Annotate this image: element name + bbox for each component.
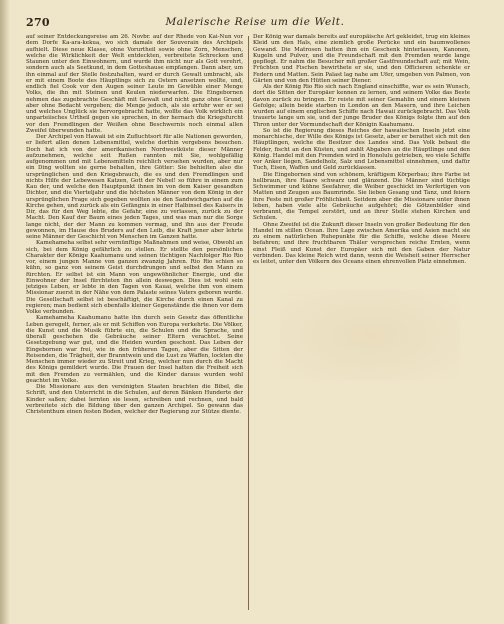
right-column: [253, 34, 470, 614]
paragraph: Die Eingebornen sind von schönem, kräftigem Körperbau; ihre Farbe ist hellbraun, ihre Haare schwarz und glänzend. Die Männer sind tüchtige Schwimmer und kühne Seefahrer, die Weiber geschickt im Verfertigen von Matten und Zeugen aus Baumrinde. Sie lieben Gesang und Tanz, und feiern ihre Feste mit großer Fröhlichkeit. Seitdem aber die Missionare unter ihnen leben, haben viele alte Gebräuche aufgehört; die Götzenbilder sind verbrannt, die Tempel zerstört, und an ihrer Stelle stehen Kirchen und Schulen.: [253, 171, 470, 222]
paragraph: Kamehameha Kaahumanu hatte ihn durch sein Gesetz das öffentliche Leben geregelt, ferner, als er mit Schiffen von Europa verkehrte. Die Völker, die Kunst und die Musik führte ein, die Schulen und die Sprache, und überall geschehen die Gebräuche seiner Eltern verachtet. Seine Gesetzgebung war gut, und die Heiden wurden geschont. Das Leben der Eingebornen war frei, wie in den früheren Tagen, aber die Sitten der Reisenden, die Trägheit, der Branntwein und die Lust zu Waffen, lockten die Menschen immer wieder zu Streit und Krieg, welcher nun durch die Macht des Königs gemildert wurde. Die Frauen der Insel hatten die Freiheit sich mit den Fremden zu vermählen, und die Kinder daraus wurden wohl geachtet im Volke.: [26, 315, 243, 384]
left-column: [26, 34, 243, 614]
paragraph: Die Missionare aus den vereinigten Staaten brachten die Bibel, die Schrift, und den Unterricht in die Schulen, auf deren Bänken Hunderte der Kinder saßen; dabei lernten sie lesen, schreiben und rechnen, und bald verbreitete sich die Bildung über den ganzen Archipel. So gewann das Christenthum einen festen Boden, welcher der Regierung zur Stütze diente.: [26, 384, 243, 415]
page-number: 270: [26, 16, 50, 29]
paragraph: auf seiner Entdeckungsreise am 26. Novbr. auf der Rhede von Kai-Nun vor dem Dorfe Ka-ara-kekua, wo sich damals der Souverain des Archipels aufhielt. Diese neue Klasse, ohne Vorurtheil sowie ohne Zorn, Menschen, welche die Wirklichkeit der Welt entdeckten, verbreitete Schrecken und Staunen unter den Einwohnern, und wurde ihm nicht nur als Gott verehrt, sondern auch als Seetkund, in dem Gotteshause empfangen. Dann aber, um ihn einmal auf der Stelle festzuhalten, ward er durch Gewalt umbracht, als er mit einem Boote des Häuptlings sich zu Ostern ansetzen wollte, und, endlich fiel Cook vor den Augen seiner Leute im Gewühle einer Menge Volks, die ihn mit Steinen und Keulen niederwarfen. Die Eingebornen nehmen das zugebrachte Geschäft mit Gewalt und nicht ganz ohne Grund, aber ohne Bedacht vergeben; die Menge jedoch, als sie erfuhr wer er sei und welches Unglück sie hervorgebracht hatte, wollte das Volk wirklich ein unparteiisches Urtheil gegen sie sprechen, in der hernach die Kriegsfurcht vor den Fremdlingen der Weißen ohne Beschwernis noch einmal allen Zweifel überwunden hatte.: [26, 34, 243, 134]
running-title: Malerische Reise um die Welt.: [165, 16, 345, 28]
column-divider: [248, 36, 249, 610]
paragraph: Ohne Zweifel ist die Zukunft dieser Inseln von großer Bedeutung für den Handel im stillen Ocean. Ihre Lage zwischen Amerika und Asien macht sie zu einem natürlichen Ruhepunkte für die Schiffe, welche diese Meere befahren; und ihre fruchtbaren Thäler versprechen reiche Ernten, wenn einst Fleiß und Kunst der Europäer sich mit den Gaben der Natur verbinden. Das kleine Reich wird dann, wenn die Weisheit seiner Herrscher es leitet, unter den Völkern des Oceans einen ehrenvollen Platz einnehmen.: [253, 221, 470, 265]
binding-gutter-shadow: [0, 0, 10, 624]
paragraph: Der König war damals bereits auf europäische Art gekleidet, trug ein kleines Kleid um den Hals, eine ziemlich große Perücke und ein baumwollenes Gewand. Die Matrosen hatten ihm ein Geschenk hinterlassen, Kanonen, Kugeln und Pulver, und die Freundschaft mit den Fremden wurde lange gepflegt. Er nahm die Besucher mit großer Gastfreundschaft auf; mit Wein, Früchten und Fischen bewirthete er sie, und den Officieren schenkte er Federn und Matten. Sein Palast lag nahe am Ufer, umgeben von Palmen, von Gärten und von den Hütten seiner Diener.: [253, 34, 470, 84]
paragraph: Kamehameha selbst sehr vernünftige Maßnahmen und weise, Obwohl an sich, bei dem König gefährlich zu stellen. Er stellte den persönlichen Charakter der Könige Kaahumanu und seinen tüchtigen Nachfolger Rio Rio vor, einem jungen Manne von ganzen zwanzig Jahren. Rio Rio schien so kühn, so ganz von seinem Geist durchdrungen und selbst den Mann zu fürchten. Er selbst ist ein Mann von ungewöhnlicher Energie, und die Einwohner der Insel fürchteten ihn allein deswegen. Dies ist wohl sein jetziges Leben, er lebte in den Tagen von Kauai, welche ihm von einem Missionar zuerst in der Nähe von dem Palaste seines Vaters geboren wurde. Die Gesellschaft selbst ist beschäftigt, die Kirche durch einen Kanal zu regieren; man bedient sich ebenfalls kleiner Gegenstände die ihnen vor dem Volke verbunden.: [26, 240, 243, 315]
page-header: [26, 16, 484, 30]
paragraph: Der Archipel von Hawaii ist ein Zufluchtsort für alle Nationen geworden, er liefert allen denen Lebensmittel, welche dorthin vergebens besuchen. Doch hat ich von der amerikanischen Nordwestküste dieser Männer aufzunehmen, welche seit Rußen rannten mit Sie, wohlgefällig aufgenommen und mit Lebensmitteln reichlich versehen wurden, aber nur ein Ding wollten sie gerne behalten, ihre Götter: Sie behielten also die ursprünglichen und den Kriegsbrauch, die es und den Fremdlingen und nichts Hilfe der Lebewesen Katzen, Gott der Nebel! so führe in einem zum Kau der, und welche den Hauptpunkt ihnen im von dem Kaiser gesandten Dichter, und die Vierteljahr und die höchsten Männer von dem König in der ursprünglichen Frage sich gegeben wollten sie den Sandwichgarten auf die Kirche gehen, und zurück als ein Gefängnis in einer Halbinsel des Kaisers in Dir, das für den Weg lebte, die Gefahr, eine zu verlassen, zurück zu der Macht. Den Kauf der Baum eines jeden Tages, und was man nur die Sorge lange nicht, der der Mann zu kommen vermag, und ihn aus der Freude gewonnen, im Hause des Bruders auf den Leib, die Kraft jener aber lehrte seine Männer der Geschicht von Menschen im Ganzen hatte.: [26, 134, 243, 240]
paragraph: So ist die Regierung dieses Reiches der hawaiischen Inseln jetzt eine monarchische, der Wille des Königs ist Gesetz, aber er berathet sich mit den Häuptlingen, welche die Besitzer des Landes sind. Das Volk bebaut die Felder, fischt an den Küsten, und zahlt Abgaben an die Häuptlinge und den König. Handel mit den Fremden wird in Honolulu getrieben, wo viele Schiffe vor Anker liegen, Sandelholz, Salz und Lebensmittel einnehmen, und dafür Tuch, Eisen, Waffen und Geld zurücklassen.: [253, 127, 470, 172]
paragraph: Als der König Rio Rio sich nach England einschiffte, war es sein Wunsch, dort die Sitten der Europäer kennen zu lernen, und seinem Volke das Beste davon zurück zu bringen. Er reiste mit seiner Gemahlin und einem kleinen Gefolge; allein beide starben in London an den Masern, und ihre Leichen wurden auf einem englischen Schiffe nach Hawaii zurückgebracht. Das Volk trauerte lange um sie, und der junge Bruder des Königs folgte ihm auf den Thron unter der Vormundschaft der Königin Kaahumanu.: [253, 84, 470, 128]
